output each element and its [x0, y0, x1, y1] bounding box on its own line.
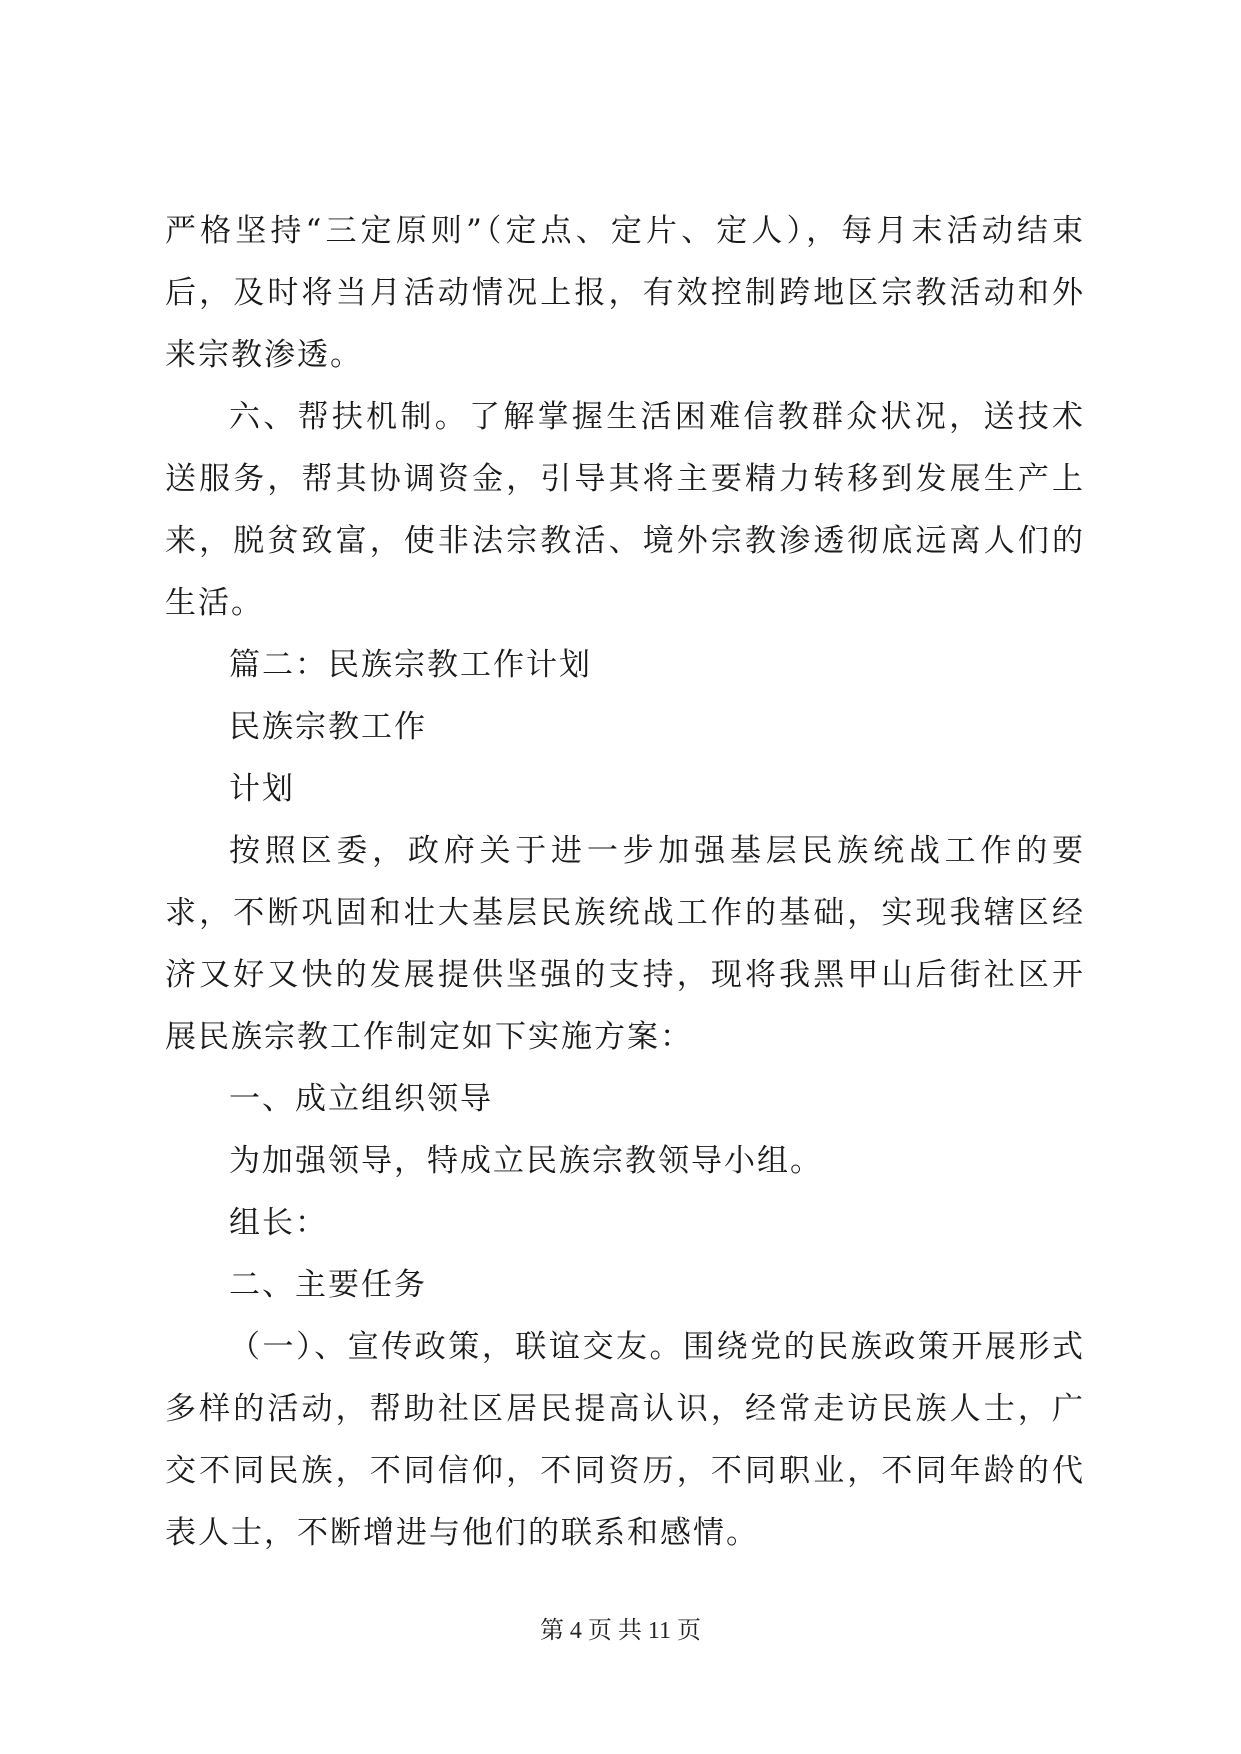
paragraph-group-leader: 组长： — [229, 1205, 328, 1241]
title-line-2: 计划 — [229, 771, 295, 807]
heading-main-tasks: 二、主要任务 — [229, 1267, 427, 1303]
paragraph-task-one: （一）、宣传政策，联谊交友。围绕党的民族政策开展形式多样的活动，帮助社区居民提高认识，经常走访民族人士，广交不同民族，不同信仰，不同资历，不同职业，不同年龄的代表人士，不断增进与他们的联系和感情。 — [165, 1329, 1085, 1551]
page-footer — [0, 1610, 1241, 1645]
paragraph-intro: 按照区委，政府关于进一步加强基层民族统战工作的要求，不断巩固和壮大基层民族统战工作的基础，实现我辖区经济又好又快的发展提供坚强的支持，现将我黑甲山后街社区开展民族宗教工作制定如下实施方案： — [165, 833, 1085, 1055]
title-line-1: 民族宗教工作 — [229, 709, 427, 745]
paragraph-assistance-mechanism: 六、帮扶机制。了解掌握生活困难信教群众状况，送技术送服务，帮其协调资金，引导其将主要精力转移到发展生产上来，脱贫致富，使非法宗教活、境外宗教渗透彻底远离人们的生活。 — [165, 399, 1085, 621]
heading-establish-leadership: 一、成立组织领导 — [229, 1081, 493, 1117]
page-number-label: 第 4 页 共 11 页 — [539, 1618, 702, 1644]
paragraph-continuation: 严格坚持“三定原则”（定点、定片、定人），每月末活动结束后，及时将当月活动情况上报，有效控制跨地区宗教活动和外来宗教渗透。 — [165, 213, 1085, 373]
document-body — [165, 200, 1085, 1564]
section-heading-part-two: 篇二：民族宗教工作计划 — [229, 647, 592, 683]
paragraph-leadership-group: 为加强领导，特成立民族宗教领导小组。 — [229, 1143, 823, 1179]
